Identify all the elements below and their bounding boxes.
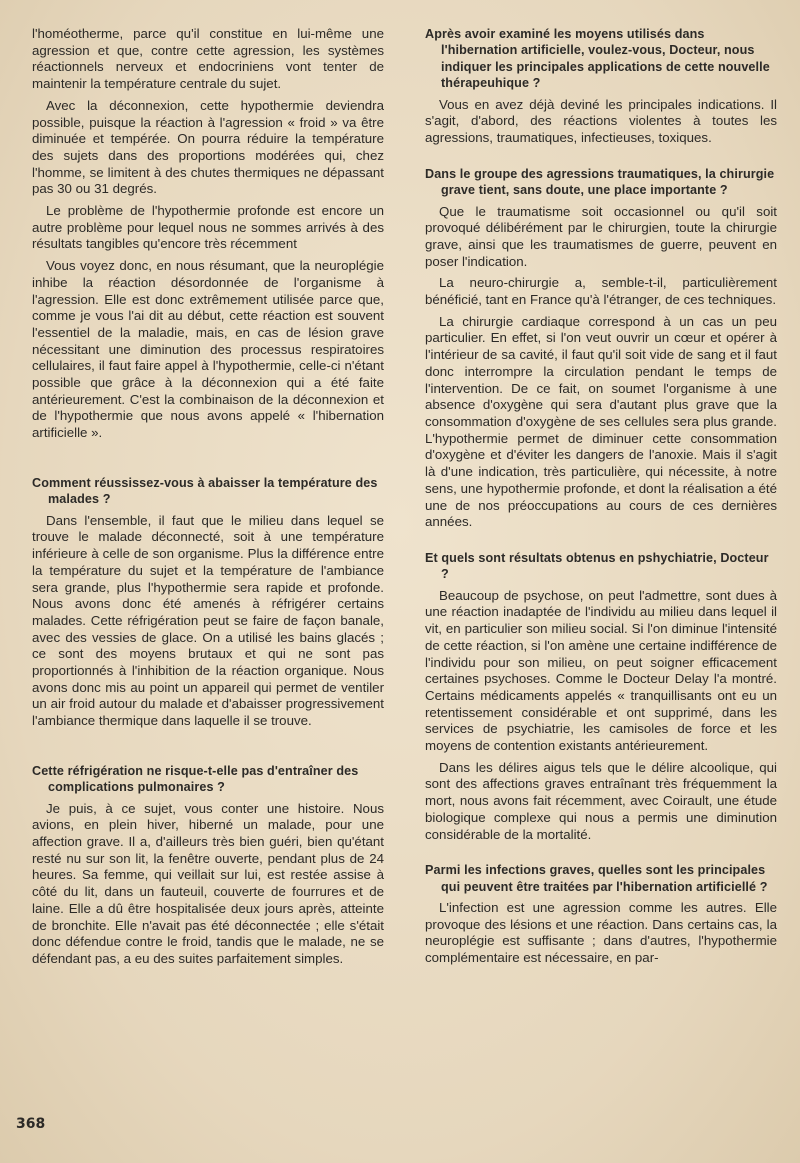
paragraph: Le problème de l'hypothermie profonde est encore un autre problème pour lequel nous ne sommes arrivés à des résultats tangibles qu'encore très récemment xyxy=(32,203,384,252)
page-number: 368 xyxy=(16,1116,46,1132)
interview-question: Parmi les infections graves, quelles sont les principales qui peuvent être traitées par l'hibernation artificiellé ? xyxy=(425,863,768,894)
paragraph: Avec la déconnexion, cette hypothermie deviendra possible, puisque la réaction à l'agression « froid » va être diminuée et tempérée. On pourra réduire la température des sujets dans des proportions modérées qui, chez l'homme, se limitent à des chutes thermiques ne dépassant pas 30 ou 31 degrés. xyxy=(32,97,384,197)
paragraph: La chirurgie cardiaque correspond à un cas un peu particulier. En effet, si l'on veut ouvrir un cœur et opérer à l'intérieur de sa cavité, il faut qu'il soit vide de sang et il faut donc interrompre la circulation pendant le temps de l'intervention. De ce fait, on soumet l'organisme à une absence d'oxygène qui sera d'autant plus grave que la consommation d'oxygène de ses cellules sera plus grande. L'hypothermie permet de diminuer cette consommation d'oxygène et d'éviter les dangers de l'anoxie. Mais il s'agit là d'une indication, très particulière, qui nécessite, à notre sens, une hypothermie profonde, et dont la réalisation a été une de nos préoccupations au cours de ces dernières années. xyxy=(425,313,777,530)
paragraph: Dans l'ensemble, il faut que le milieu dans lequel se trouve le malade déconnecté, soit à une température inférieure à celle de son organisme. Plus la différence entre la température du sujet et la température de l'ambiance sera grande, plus l'hypothermie sera rapide et profonde. Nous avons donc été amenés à réfrigérer certains malades. Cette réfrigération peut se faire de façon banale, avec des vessies de glace. On a utilisé les bains glacés ; ce sont des moyens brutaux et qui ne sont pas proportionnés à l'inhibition de la réaction organique. Nous avons donc mis au point un appareil qui permet de ventiler un air froid autour du malade et d'abaisser progressivement l'ambiance thermique dans laquelle il se trouve. xyxy=(32,512,384,729)
interview-question: Et quels sont résultats obtenus en pshychiatrie, Docteur ? xyxy=(425,550,769,582)
paragraph: Vous voyez donc, en nous résumant, que la neuroplégie inhibe la réaction désordonnée de l'organisme à l'agression. Elle est donc extrêmement utilisée parce que, comme je vous l'ai dit au début, cette réaction est souvent l'essentiel de la maladie, mais, en cas de lésion grave nécessitant une diminution des processus respiratoires cellulaires, il faut faire appel à l'hypothermie, celle-ci n'étant possible que grâce à la déconnexion qui a été faite antérieurement. C'est la combinaison de la déconnexion et de l'hypothermie que nous avons appelé « l'hibernation artificielle ». xyxy=(32,258,384,441)
right-column xyxy=(425,26,777,972)
paragraph: La neuro-chirurgie a, semble-t-il, particulièrement bénéficié, tant en France qu'à l'étranger, de ces techniques. xyxy=(425,275,777,308)
paragraph: Vous en avez déjà deviné les principales indications. Il s'agit, d'abord, des réactions violentes à toutes les agressions, traumatiques, infectieuses, toxiques. xyxy=(425,96,777,146)
interview-question: Dans le groupe des agressions traumatiques, la chirurgie grave tient, sans doute, une place importante ? xyxy=(425,166,775,198)
interview-question: Cette réfrigération ne risque-t-elle pas d'entraîner des complications pulmonaires ? xyxy=(32,763,359,795)
paragraph: L'infection est une agression comme les autres. Elle provoque des lésions et une réaction. Dans certains cas, la neuroplégie est suffisante ; dans d'autres, l'hypothermie complémentaire est nécessaire, en par- xyxy=(425,900,777,966)
interview-question: Après avoir examiné les moyens utilisés dans l'hibernation artificielle, voulez-vous, Docteur, nous indiquer les principales applications de cette nouvelle thérapeuhique ? xyxy=(425,27,770,91)
paragraph: Beaucoup de psychose, on peut l'admettre, sont dues à une réaction inadaptée de l'individu au milieu dans lequel il vit, en particulier son milieu social. Si l'on diminue l'intensité de cette réaction, si l'on amène une certaine indifférence de l'individu pour son milieu, on peut soigner efficacement certaines psychoses. Comme le Docteur Delay l'a montré. Certains médicaments appelés « tranquillisants ont eu un retentissement considérable et ont supprimé, dans les services de psychiatrie, les camisoles de force et les moyens de contention existants antérieurement. xyxy=(425,587,777,754)
left-column xyxy=(32,26,384,973)
interview-question: Comment réussissez-vous à abaisser la température des malades ? xyxy=(32,475,378,507)
paragraph: l'homéotherme, parce qu'il constitue en lui-même une agression et que, contre cette agression, les systèmes réactionnels nerveux et endocriniens vont tenter de maintenir la température centrale du sujet. xyxy=(32,26,384,92)
paragraph: Que le traumatisme soit occasionnel ou qu'il soit provoqué délibérément par le chirurgien, toute la chirurgie grave, ainsi que les traumatismes de guerre, peuvent en poser l'indication. xyxy=(425,203,777,269)
paragraph: Dans les délires aigus tels que le délire alcoolique, qui sont des affections graves entraînant très fréquemment la mort, nous avons fait récemment, avec Coirault, une étude biologique complexe qui nous a permis une diminution considérable de la mortalité. xyxy=(425,759,777,842)
paragraph: Je puis, à ce sujet, vous conter une histoire. Nous avions, en plein hiver, hiberné un malade, pour une affection grave. Il a, d'ailleurs très bien guéri, bien qu'étant resté nu sur son lit, la fenêtre ouverte, pendant plus de 24 heures. Sa femme, qui veillait sur lui, est restée assise à côté du lit, dans un fauteuil, couverte de fourrures et de laine. Elle a dû être hospitalisée deux jours après, atteinte de bronchite. Elle n'avait pas été déconnectée ; elle s'était donc défendue contre le froid, tandis que le malade, ne se défendant pas, a eu des suites parfaitement simples. xyxy=(32,800,384,966)
